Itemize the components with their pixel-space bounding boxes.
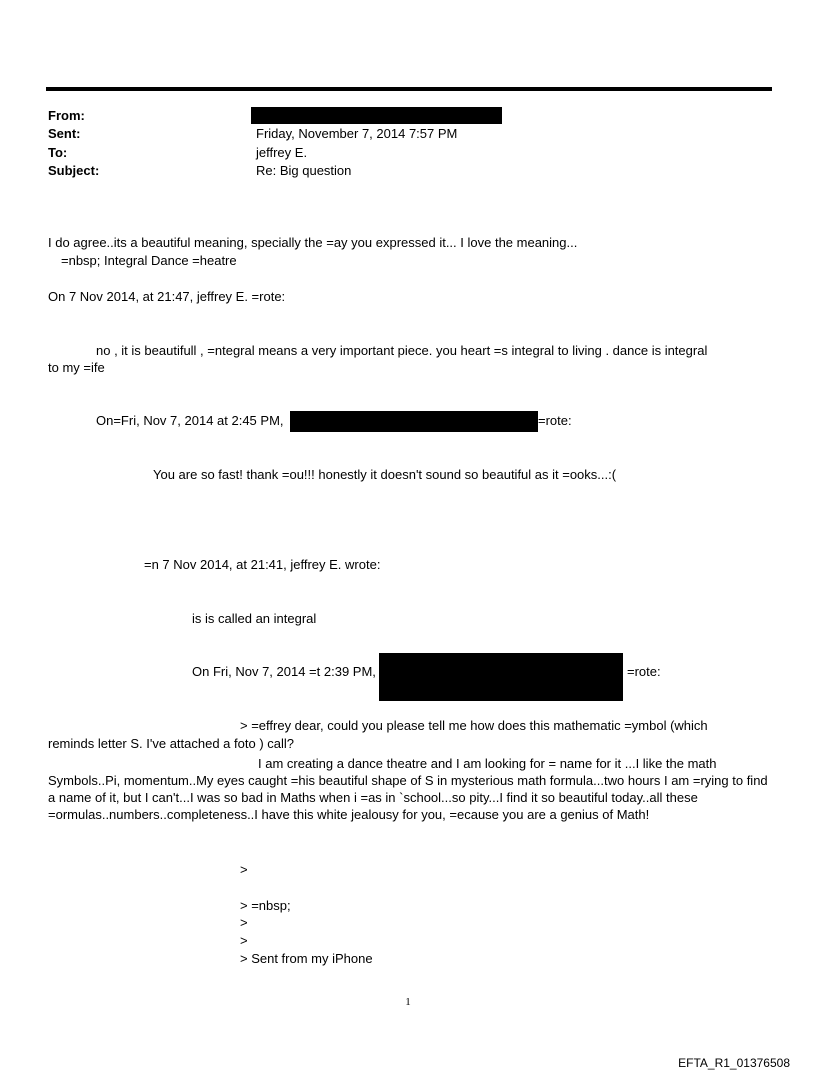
question-line-2: reminds letter S. I've attached a foto ) call?: [48, 736, 294, 751]
body-line-1: I do agree..its a beautiful meaning, specially the =ay you expressed it... I love the meaning...: [48, 235, 578, 250]
redaction-from: [251, 107, 502, 124]
paragraph-rest: Symbols..Pi, momentum..My eyes caught =his beautiful shape of S in mysterious math formula...two hours I am =rying to find a name of it, but I can't...I was so bad in Maths when i =as in `school...so pity...I find it so beautiful today..all these =ormulas..numbers..completeness..I have this white jealousy for you, =ecause you are a genius of Math!: [48, 773, 768, 822]
page-number: 1: [405, 996, 411, 1008]
redaction-attribution-4: [379, 653, 623, 701]
reply-1-second: to my =ife: [48, 360, 105, 375]
attribution-2-prefix: On=Fri, Nov 7, 2014 at 2:45 PM,: [96, 413, 284, 428]
header-rule: [46, 87, 772, 91]
reply-3: is is called an integral: [192, 611, 317, 626]
reply-1-first: no , it is beautifull , =ntegral means a very important piece. you heart =s integral to living . dance is integral: [96, 343, 708, 358]
quote-line-4: >: [240, 933, 248, 948]
quote-line-2: > =nbsp;: [240, 898, 291, 913]
to-label: To:: [48, 145, 68, 160]
attribution-2-suffix: =rote:: [538, 413, 572, 428]
sent-label: Sent:: [48, 126, 81, 141]
reply-1: [48, 342, 772, 376]
message-paragraph: [48, 755, 772, 823]
from-label: From:: [48, 108, 85, 123]
paragraph-first: I am creating a dance theatre and I am looking for = name for it ...I like the math: [258, 756, 717, 771]
reply-2: You are so fast! thank =ou!!! honestly it doesn't sound so beautiful as it =ooks...:(: [153, 467, 617, 482]
sent-value: Friday, November 7, 2014 7:57 PM: [256, 126, 458, 141]
question-line-1: > =effrey dear, could you please tell me how does this mathematic =ymbol (which: [240, 718, 708, 733]
attribution-4-suffix: =rote:: [627, 664, 661, 679]
subject-label: Subject:: [48, 163, 100, 178]
subject-value: Re: Big question: [256, 163, 352, 178]
attribution-4-prefix: On Fri, Nov 7, 2014 =t 2:39 PM,: [192, 664, 376, 679]
quote-line-1: >: [240, 862, 248, 877]
to-value: jeffrey E.: [256, 145, 308, 160]
quote-line-3: >: [240, 915, 248, 930]
attribution-2: [96, 413, 284, 429]
document-id: EFTA_R1_01376508: [678, 1056, 790, 1070]
sent-from-iphone: > Sent from my iPhone: [240, 951, 373, 966]
attribution-1: On 7 Nov 2014, at 21:47, jeffrey E. =rote:: [48, 289, 286, 304]
body-line-2: =nbsp; Integral Dance =heatre: [61, 253, 237, 268]
redaction-attribution-2: [290, 411, 538, 432]
attribution-3: =n 7 Nov 2014, at 21:41, jeffrey E. wrote:: [144, 557, 381, 572]
